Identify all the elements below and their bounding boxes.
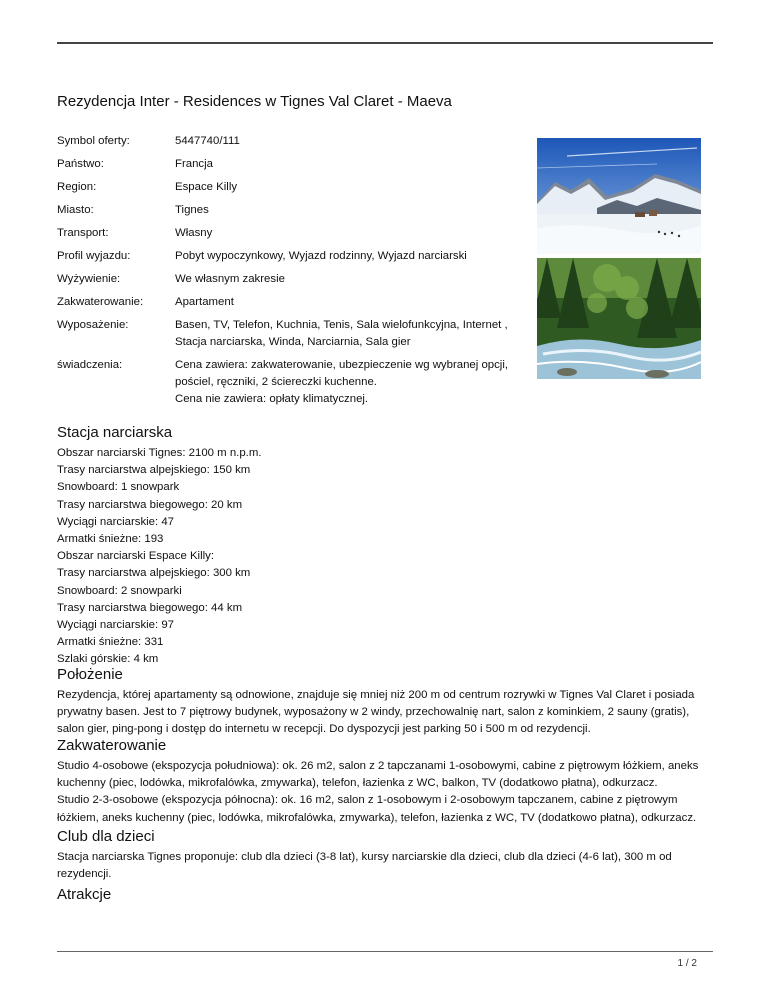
snowy-mountain-photo (537, 138, 701, 254)
info-label: Profil wyjazdu: (57, 250, 131, 262)
ski-fact-line: Trasy narciarstwa biegowego: 20 km (57, 498, 243, 511)
info-label: świadczenia: (57, 359, 123, 371)
ski-fact-line: Trasy narciarstwa biegowego: 44 km (57, 601, 243, 614)
info-value: 5447740/111 (175, 135, 240, 147)
info-row (57, 271, 515, 294)
page-number: 1 / 2 (677, 958, 697, 969)
ski-section (57, 423, 717, 669)
info-row (57, 317, 515, 357)
ski-fact-line: Snowboard: 2 snowparki (57, 584, 182, 597)
attractions-heading: Atrakcje (57, 886, 112, 903)
info-label: Wyżywienie: (57, 273, 121, 285)
top-rule (57, 42, 713, 44)
ski-fact-line: Szlaki górskie: 4 km (57, 653, 159, 666)
info-value: Francja (175, 158, 213, 170)
info-row (57, 294, 515, 317)
location-text: Rezydencja, której apartamenty są odnowione, znajduje się mniej niż 200 m od centrum rozrywki w Tignes Val Claret i posiada prywatny basen. Jest to 7 piętrowy budynek, wyposażony w 2 windy, przechowalnię nart, salon z kominkiem, 2 sauny (gratis), salon gier, ping-pong i dostęp do internetu w recepcji. Do dyspozycji jest parking 50 i 500 m od rezydencji. (57, 689, 695, 736)
info-value: Własny (175, 227, 213, 239)
info-value: Espace Killy (175, 181, 238, 193)
page-title: Rezydencja Inter - Residences w Tignes Val Claret - Maeva (57, 93, 452, 110)
info-label: Region: (57, 181, 97, 193)
ski-fact-line: Obszar narciarski Espace Killy: (57, 550, 214, 563)
info-row (57, 248, 515, 271)
bottom-rule (57, 951, 713, 952)
info-value: Apartament (175, 296, 234, 308)
info-value: Pobyt wypoczynkowy, Wyjazd rodzinny, Wyjazd narciarski (175, 250, 467, 262)
info-value: Basen, TV, Telefon, Kuchnia, Tenis, Sala wielofunkcyjna, Internet , Stacja narciarska, Winda, Narciarnia, Sala gier (175, 319, 508, 348)
info-row (57, 225, 515, 248)
kids-club-text: Stacja narciarska Tignes proponuje: club dla dzieci (3-8 lat), kursy narciarskie dla dzieci, club dla dzieci (4-6 lat), 300 m od rezydencji. (57, 851, 672, 881)
info-label: Transport: (57, 227, 109, 239)
ski-fact-line: Armatki śnieżne: 193 (57, 533, 164, 546)
info-row (57, 133, 515, 156)
ski-fact-line: Wyciągi narciarskie: 47 (57, 515, 175, 528)
accommodation-paragraph: Studio 2-3-osobowe (ekspozycja północna): ok. 16 m2, salon z 1-osobowym i 2-osobowym tapczanem, cabine z piętrowym łóżkiem, aneks kuchenny (piec, lodówka, mikrofalówka, zmywarka), telefon, łazienka z WC, TV (dodatkowo płatna), odkurzacz. (57, 794, 697, 824)
info-row (57, 179, 515, 202)
location-heading: Położenie (57, 666, 123, 683)
info-row (57, 156, 515, 179)
ski-fact-line: Armatki śnieżne: 331 (57, 636, 164, 649)
info-value: Cena zawiera: zakwaterowanie, ubezpieczenie wg wybranej opcji, pościel, ręczniki, 2 ściereczki kuchenne. Cena nie zawiera: opłaty klimatycznej. (175, 359, 509, 405)
kids-club-section (57, 827, 717, 883)
forest-river-photo (537, 258, 701, 379)
offer-info-table (57, 133, 515, 414)
accommodation-heading: Zakwaterowanie (57, 737, 167, 754)
accommodation-paragraph: Studio 4-osobowe (ekspozycja południowa): ok. 26 m2, salon z 2 tapczanami 1-osobowymi, cabine z piętrowym łóżkiem, aneks kuchenny (piec, lodówka, mikrofalówka, zmywarka), telefon, łazienka z WC, balkon, TV (dodatkowo płatna), odkurzacz. (57, 760, 699, 790)
ski-fact-line: Trasy narciarstwa alpejskiego: 300 km (57, 567, 251, 580)
info-label: Wyposażenie: (57, 319, 129, 331)
accommodation-section (57, 736, 717, 827)
ski-fact-line: Trasy narciarstwa alpejskiego: 150 km (57, 464, 251, 477)
info-value: We własnym zakresie (175, 273, 285, 285)
info-label: Państwo: (57, 158, 104, 170)
ski-fact-line: Snowboard: 1 snowpark (57, 481, 180, 494)
info-row (57, 202, 515, 225)
info-value: Tignes (175, 204, 209, 216)
ski-heading: Stacja narciarska (57, 424, 173, 441)
info-row (57, 357, 515, 414)
info-label: Symbol oferty: (57, 135, 130, 147)
attractions-section (57, 885, 717, 907)
kids-club-heading: Club dla dzieci (57, 828, 155, 845)
ski-fact-line: Obszar narciarski Tignes: 2100 m n.p.m. (57, 447, 262, 459)
info-label: Zakwaterowanie: (57, 296, 144, 308)
info-label: Miasto: (57, 204, 94, 216)
ski-fact-line: Wyciągi narciarskie: 97 (57, 619, 175, 632)
location-section (57, 665, 717, 739)
